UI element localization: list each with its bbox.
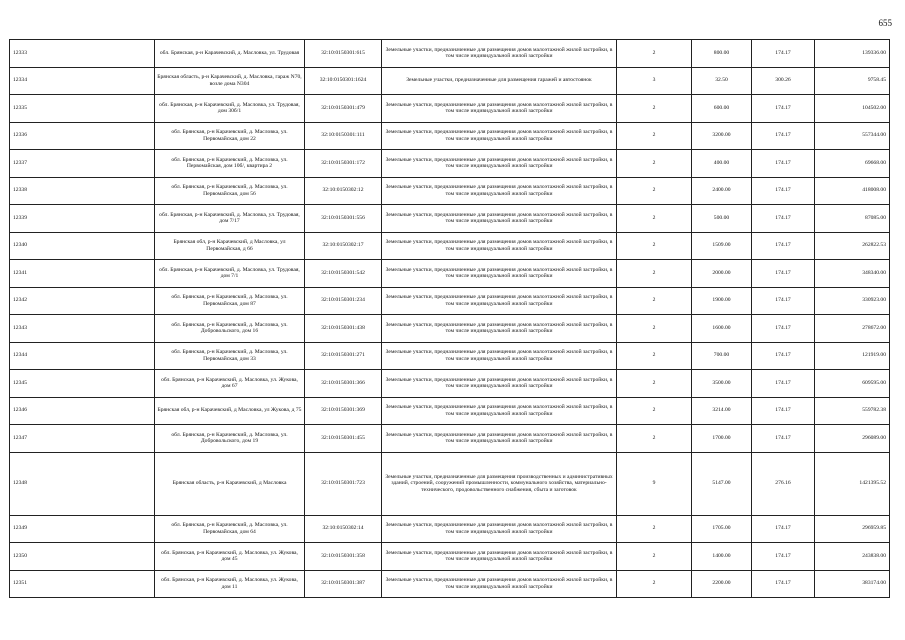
row-number-cell: 12347 (10, 425, 155, 453)
cadastral-number-cell: 32:10:0150302:12 (305, 177, 382, 205)
table-row (10, 287, 890, 315)
land-use-cell: Земельные участки, предназначенные для размещения производственных и административных зданий, строений, сооружений промышленности, коммунального хозяйства, материально-технического, продовольственного снабжения, сбыта и заготовок (382, 452, 617, 515)
land-use-cell: Земельные участки, предназначенные для размещения домов малоэтажной жилой застройки, в том числе индивидуальной жилой застройки (382, 205, 617, 233)
land-use-cell: Земельные участки, предназначенные для размещения домов малоэтажной жилой застройки, в том числе индивидуальной жилой застройки (382, 397, 617, 425)
land-use-cell: Земельные участки, предназначенные для размещения домов малоэтажной жилой застройки, в том числе индивидуальной жилой застройки (382, 570, 617, 598)
table-row (10, 122, 890, 150)
row-number-cell: 12338 (10, 177, 155, 205)
area-cell: 1700.00 (692, 425, 752, 453)
table-row (10, 150, 890, 178)
cadastral-number-cell: 32:10:0150301:723 (305, 452, 382, 515)
table-body (10, 40, 890, 598)
land-use-cell: Земельные участки, предназначенные для размещения домов малоэтажной жилой застройки, в том числе индивидуальной жилой застройки (382, 95, 617, 123)
address-cell: обл. Брянская, р-н Карачевский, д. Масловка, ул. Жукова, дом 67 (155, 370, 305, 398)
specific-value-cell: 174.17 (752, 95, 815, 123)
land-use-cell: Земельные участки, предназначенные для размещения домов малоэтажной жилой застройки, в том числе индивидуальной жилой застройки (382, 260, 617, 288)
cadastral-number-cell: 32:10:0150301:542 (305, 260, 382, 288)
cadastral-number-cell: 32:10:0150301:455 (305, 425, 382, 453)
land-use-cell: Земельные участки, предназначенные для размещения домов малоэтажной жилой застройки, в том числе индивидуальной жилой застройки (382, 315, 617, 343)
address-cell: обл. Брянская, р-н Карачевский, д. Масловка, ул. Жукова, дом 45 (155, 543, 305, 571)
usage-group-cell: 2 (617, 315, 692, 343)
cadastral-number-cell: 32:10:0150302:14 (305, 515, 382, 543)
cadastral-number-cell: 32:10:0150301:172 (305, 150, 382, 178)
cadastral-number-cell: 32:10:0150301:271 (305, 342, 382, 370)
specific-value-cell: 174.17 (752, 543, 815, 571)
address-cell: обл. Брянская, р-н Карачевский, д. Масловка, ул. Первомайская, дом 33 (155, 342, 305, 370)
address-cell: обл. Брянская, р-н Карачевский, д. Масловка, ул. Первомайская, дом 10б/, квартира 2 (155, 150, 305, 178)
area-cell: 32.50 (692, 67, 752, 95)
area-cell: 600.00 (692, 95, 752, 123)
table-row (10, 370, 890, 398)
cadastral-value-cell: 383174.00 (815, 570, 890, 598)
specific-value-cell: 276.16 (752, 452, 815, 515)
table-row (10, 177, 890, 205)
cadastral-value-cell: 104502.00 (815, 95, 890, 123)
address-cell: обл. Брянская, р-н Карачевский, д. Масловка, ул. Трудовая, дом 7/17 (155, 205, 305, 233)
usage-group-cell: 2 (617, 205, 692, 233)
cadastral-number-cell: 32:10:0150301:556 (305, 205, 382, 233)
address-cell: обл. Брянская, р-н Карачевский, д. Масловка, ул. Первомайская, дом 56 (155, 177, 305, 205)
land-use-cell: Земельные участки, предназначенные для размещения домов малоэтажной жилой застройки, в том числе индивидуальной жилой застройки (382, 150, 617, 178)
area-cell: 2200.00 (692, 570, 752, 598)
cadastral-number-cell: 32:10:0150301:358 (305, 543, 382, 571)
table-row (10, 67, 890, 95)
cadastral-value-cell: 559782.38 (815, 397, 890, 425)
address-cell: обл. Брянская, р-н Карачевский, д. Масловка, ул. Добровольского, дом 19 (155, 425, 305, 453)
row-number-cell: 12342 (10, 287, 155, 315)
area-cell: 800.00 (692, 40, 752, 68)
address-cell: Брянская область, р-н Карачевский, д. Масловка, гараж N70, возле дома N304 (155, 67, 305, 95)
usage-group-cell: 2 (617, 515, 692, 543)
usage-group-cell: 9 (617, 452, 692, 515)
area-cell: 1600.00 (692, 315, 752, 343)
area-cell: 2400.00 (692, 177, 752, 205)
land-use-cell: Земельные участки, предназначенные для размещения гаражей и автостоянок (382, 67, 617, 95)
specific-value-cell: 174.17 (752, 515, 815, 543)
cadastral-value-cell: 330923.00 (815, 287, 890, 315)
cadastral-value-cell: 69668.00 (815, 150, 890, 178)
specific-value-cell: 174.17 (752, 40, 815, 68)
usage-group-cell: 2 (617, 232, 692, 260)
specific-value-cell: 174.17 (752, 260, 815, 288)
address-cell: обл. Брянская, р-н Карачевский, д. Масловка, ул. Первомайская, дом 64 (155, 515, 305, 543)
address-cell: Брянская обл, р-н Карачевский, д Масловка, ул Первомайская, д 66 (155, 232, 305, 260)
row-number-cell: 12341 (10, 260, 155, 288)
usage-group-cell: 2 (617, 177, 692, 205)
area-cell: 1400.00 (692, 543, 752, 571)
cadastral-value-cell: 243838.00 (815, 543, 890, 571)
row-number-cell: 12339 (10, 205, 155, 233)
table-row (10, 397, 890, 425)
address-cell: обл. Брянская, р-н Карачевский, д. Масловка, ул. Жукова, дом 11 (155, 570, 305, 598)
specific-value-cell: 174.17 (752, 425, 815, 453)
table-row (10, 315, 890, 343)
usage-group-cell: 2 (617, 122, 692, 150)
specific-value-cell: 174.17 (752, 570, 815, 598)
land-use-cell: Земельные участки, предназначенные для размещения домов малоэтажной жилой застройки, в том числе индивидуальной жилой застройки (382, 370, 617, 398)
usage-group-cell: 2 (617, 287, 692, 315)
row-number-cell: 12348 (10, 452, 155, 515)
cadastral-value-cell: 296089.00 (815, 425, 890, 453)
cadastral-value-cell: 87085.00 (815, 205, 890, 233)
specific-value-cell: 174.17 (752, 397, 815, 425)
cadastral-value-cell: 418008.00 (815, 177, 890, 205)
specific-value-cell: 174.17 (752, 150, 815, 178)
row-number-cell: 12333 (10, 40, 155, 68)
cadastral-number-cell: 32:10:0150301:111 (305, 122, 382, 150)
area-cell: 2000.00 (692, 260, 752, 288)
table-row (10, 40, 890, 68)
cadastral-value-cell: 9758.45 (815, 67, 890, 95)
row-number-cell: 12346 (10, 397, 155, 425)
usage-group-cell: 2 (617, 425, 692, 453)
row-number-cell: 12335 (10, 95, 155, 123)
table-row (10, 570, 890, 598)
area-cell: 400.00 (692, 150, 752, 178)
table-row (10, 260, 890, 288)
land-use-cell: Земельные участки, предназначенные для размещения домов малоэтажной жилой застройки, в том числе индивидуальной жилой застройки (382, 177, 617, 205)
usage-group-cell: 2 (617, 397, 692, 425)
address-cell: Брянская обл, р-н Карачевский, д Масловка, ул Жукова, д 75 (155, 397, 305, 425)
table-row (10, 342, 890, 370)
usage-group-cell: 2 (617, 95, 692, 123)
table-row (10, 543, 890, 571)
table-row (10, 425, 890, 453)
row-number-cell: 12337 (10, 150, 155, 178)
usage-group-cell: 2 (617, 260, 692, 288)
usage-group-cell: 2 (617, 570, 692, 598)
cadastral-number-cell: 32:10:0150301:366 (305, 370, 382, 398)
land-use-cell: Земельные участки, предназначенные для размещения домов малоэтажной жилой застройки, в том числе индивидуальной жилой застройки (382, 232, 617, 260)
address-cell: обл. Брянская, р-н Карачевский, д. Масловка, ул. Добровольского, дом 16 (155, 315, 305, 343)
cadastral-value-cell: 121919.00 (815, 342, 890, 370)
table-row (10, 95, 890, 123)
row-number-cell: 12344 (10, 342, 155, 370)
row-number-cell: 12343 (10, 315, 155, 343)
cadastral-number-cell: 32:10:0150301:234 (305, 287, 382, 315)
table-row (10, 232, 890, 260)
row-number-cell: 12345 (10, 370, 155, 398)
area-cell: 3500.00 (692, 370, 752, 398)
address-cell: обл. Брянская, р-н Карачевский, д. Масловка, ул. Первомайская, дом 87 (155, 287, 305, 315)
land-use-cell: Земельные участки, предназначенные для размещения домов малоэтажной жилой застройки, в том числе индивидуальной жилой застройки (382, 122, 617, 150)
area-cell: 1900.00 (692, 287, 752, 315)
row-number-cell: 12334 (10, 67, 155, 95)
cadastral-value-cell: 296959.85 (815, 515, 890, 543)
cadastral-number-cell: 32:10:0150301:369 (305, 397, 382, 425)
address-cell: обл. Брянская, р-н Карачевский, д. Масловка, ул. Трудовая (155, 40, 305, 68)
area-cell: 5147.00 (692, 452, 752, 515)
area-cell: 3214.00 (692, 397, 752, 425)
specific-value-cell: 174.17 (752, 205, 815, 233)
row-number-cell: 12340 (10, 232, 155, 260)
specific-value-cell: 174.17 (752, 232, 815, 260)
area-cell: 1705.00 (692, 515, 752, 543)
land-plots-table (9, 39, 890, 598)
area-cell: 700.00 (692, 342, 752, 370)
cadastral-number-cell: 32:10:0150301:387 (305, 570, 382, 598)
usage-group-cell: 2 (617, 342, 692, 370)
specific-value-cell: 174.17 (752, 342, 815, 370)
area-cell: 1509.00 (692, 232, 752, 260)
land-use-cell: Земельные участки, предназначенные для размещения домов малоэтажной жилой застройки, в том числе индивидуальной жилой застройки (382, 287, 617, 315)
row-number-cell: 12351 (10, 570, 155, 598)
usage-group-cell: 2 (617, 40, 692, 68)
specific-value-cell: 174.17 (752, 370, 815, 398)
usage-group-cell: 2 (617, 370, 692, 398)
row-number-cell: 12349 (10, 515, 155, 543)
area-cell: 3200.00 (692, 122, 752, 150)
address-cell: обл. Брянская, р-н Карачевский, д. Масловка, ул. Трудовая, дом 7/1 (155, 260, 305, 288)
land-use-cell: Земельные участки, предназначенные для размещения домов малоэтажной жилой застройки, в том числе индивидуальной жилой застройки (382, 40, 617, 68)
table-row (10, 452, 890, 515)
row-number-cell: 12350 (10, 543, 155, 571)
land-use-cell: Земельные участки, предназначенные для размещения домов малоэтажной жилой застройки, в том числе индивидуальной жилой застройки (382, 342, 617, 370)
area-cell: 500.00 (692, 205, 752, 233)
table-row (10, 205, 890, 233)
address-cell: Брянская область, р-н Карачевский, д Масловка (155, 452, 305, 515)
land-use-cell: Земельные участки, предназначенные для размещения домов малоэтажной жилой застройки, в том числе индивидуальной жилой застройки (382, 543, 617, 571)
specific-value-cell: 174.17 (752, 315, 815, 343)
cadastral-number-cell: 32:10:0150301:615 (305, 40, 382, 68)
cadastral-number-cell: 32:10:0150301:479 (305, 95, 382, 123)
cadastral-number-cell: 32:10:0150301:438 (305, 315, 382, 343)
cadastral-number-cell: 32:10:0150301:1624 (305, 67, 382, 95)
cadastral-value-cell: 278672.00 (815, 315, 890, 343)
cadastral-number-cell: 32:10:0150302:17 (305, 232, 382, 260)
usage-group-cell: 2 (617, 543, 692, 571)
usage-group-cell: 3 (617, 67, 692, 95)
cadastral-value-cell: 609595.00 (815, 370, 890, 398)
address-cell: обл. Брянская, р-н Карачевский, д. Масловка, ул. Трудовая, дом 30б/1 (155, 95, 305, 123)
cadastral-value-cell: 557344.00 (815, 122, 890, 150)
specific-value-cell: 174.17 (752, 177, 815, 205)
land-use-cell: Земельные участки, предназначенные для размещения домов малоэтажной жилой застройки, в том числе индивидуальной жилой застройки (382, 425, 617, 453)
land-use-cell: Земельные участки, предназначенные для размещения домов малоэтажной жилой застройки, в том числе индивидуальной жилой застройки (382, 515, 617, 543)
cadastral-value-cell: 262822.53 (815, 232, 890, 260)
specific-value-cell: 174.17 (752, 287, 815, 315)
usage-group-cell: 2 (617, 150, 692, 178)
address-cell: обл. Брянская, р-н Карачевский, д. Масловка, ул. Первомайская, дом 22 (155, 122, 305, 150)
cadastral-value-cell: 139336.00 (815, 40, 890, 68)
specific-value-cell: 174.17 (752, 122, 815, 150)
specific-value-cell: 300.26 (752, 67, 815, 95)
row-number-cell: 12336 (10, 122, 155, 150)
page-number: 655 (878, 18, 892, 28)
cadastral-value-cell: 1421395.52 (815, 452, 890, 515)
table-row (10, 515, 890, 543)
cadastral-value-cell: 348340.00 (815, 260, 890, 288)
